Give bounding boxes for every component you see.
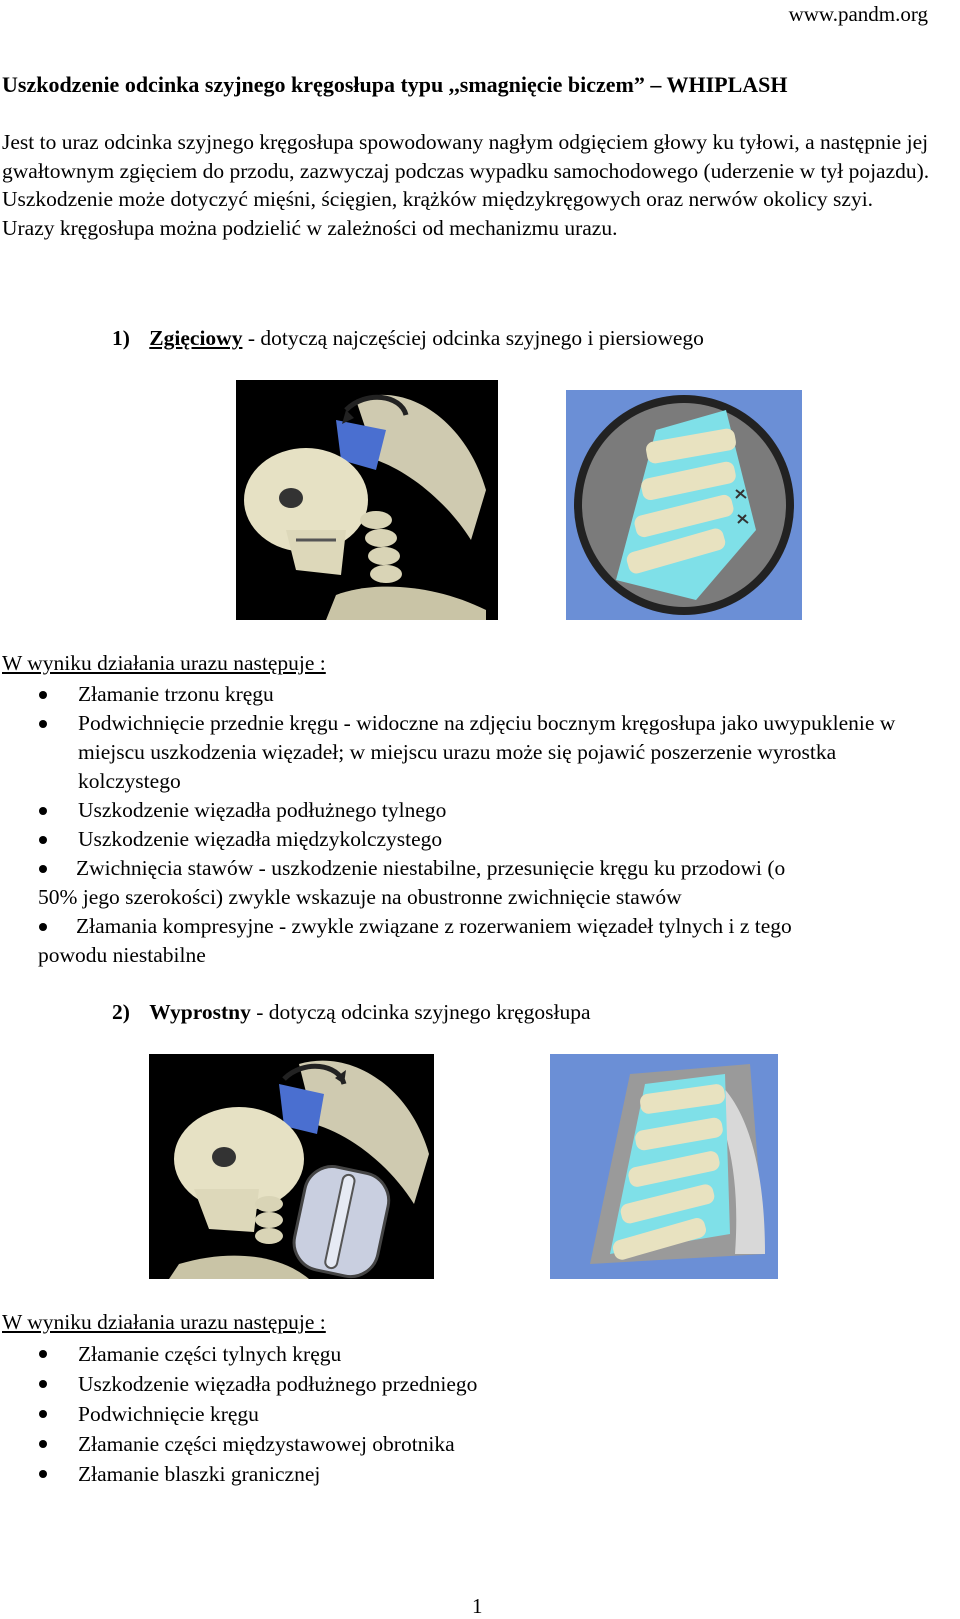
list-item-first-line: Złamania kompresyjne - zwykle związane z rozerwaniem więzadeł tylnych i z tego — [76, 914, 792, 938]
list-item: Uszkodzenie więzadła międzykolczystego — [2, 825, 942, 854]
intro-paragraph-1: Jest to uraz odcinka szyjnego kręgosłupa spowodowany nagłym odgięciem głowy ku tyłowi, a następnie jej gwałtownym zgięciem do przodu, zazwyczaj podczas wypadku samochodowego (uderzenie w tył pojazdu). — [2, 130, 930, 183]
list-item — [2, 854, 942, 912]
page-number: 1 — [472, 1594, 483, 1618]
list-item: Podwichnięcie przednie kręgu - widoczne na zdjęciu bocznym kręgosłupa jako uwypuklenie w miejscu uszkodzenia więzadeł; w miejscu urazu może się pojawić poszerzenie wyrostka kolczystego — [2, 709, 942, 796]
list-item-first-line: Zwichnięcia stawów - uszkodzenie niestabilne, przesunięcie kręgu ku przodowi (o — [76, 856, 786, 880]
section-2-result-heading: W wyniku działania urazu następuje : — [2, 1310, 326, 1334]
list-item: Złamanie trzonu kręgu — [2, 680, 942, 709]
extension-vertebrae-illustration — [550, 1054, 778, 1279]
section-1-description: - dotyczą najczęściej odcinka szyjnego i piersiowego — [242, 326, 704, 350]
section-2-name: Wyprostny — [149, 1000, 251, 1024]
list-item: Uszkodzenie więzadła podłużnego przedniego — [2, 1369, 942, 1399]
section-2-heading — [112, 1000, 591, 1025]
list-item: Złamanie części tylnych kręgu — [2, 1339, 942, 1369]
flexion-skeleton-figure — [236, 380, 498, 620]
section-1-name: Zgięciowy — [149, 326, 243, 350]
flexion-skeleton-illustration — [236, 380, 498, 620]
list-item: Złamanie części międzystawowej obrotnika — [2, 1429, 942, 1459]
list-item — [2, 912, 942, 970]
section-2-number: 2) — [112, 1000, 130, 1024]
extension-skeleton-illustration — [149, 1054, 434, 1279]
flexion-vertebrae-illustration — [566, 390, 802, 620]
section-1-result-heading: W wyniku działania urazu następuje : — [2, 651, 326, 675]
document-title: Uszkodzenie odcinka szyjnego kręgosłupa typu ,,smagnięcie biczem” – WHIPLASH — [2, 72, 788, 97]
section-2-description: - dotyczą odcinka szyjnego kręgosłupa — [250, 1000, 591, 1024]
list-item: Złamanie blaszki granicznej — [2, 1459, 942, 1489]
intro-paragraph-3: Urazy kręgosłupa można podzielić w zależności od mechanizmu urazu. — [2, 215, 618, 240]
site-url: www.pandm.org — [788, 2, 928, 26]
section-1-result-list — [2, 680, 942, 970]
section-1-number: 1) — [112, 326, 130, 350]
extension-skeleton-figure — [149, 1054, 434, 1279]
section-1-heading — [112, 326, 704, 351]
list-item: Uszkodzenie więzadła podłużnego tylnego — [2, 796, 942, 825]
list-item-continuation: powodu niestabilne — [38, 943, 206, 967]
intro-paragraph-2: Uszkodzenie może dotyczyć mięśni, ścięgien, krążków międzykręgowych oraz nerwów okolicy szyi. — [2, 187, 874, 211]
flexion-vertebrae-figure — [566, 390, 802, 620]
intro-text — [2, 128, 942, 242]
section-2-result-list — [2, 1339, 942, 1489]
list-item-continuation: 50% jego szerokości) zwykle wskazuje na obustronne zwichnięcie stawów — [38, 885, 682, 909]
list-item: Podwichnięcie kręgu — [2, 1399, 942, 1429]
extension-vertebrae-figure — [550, 1054, 778, 1279]
